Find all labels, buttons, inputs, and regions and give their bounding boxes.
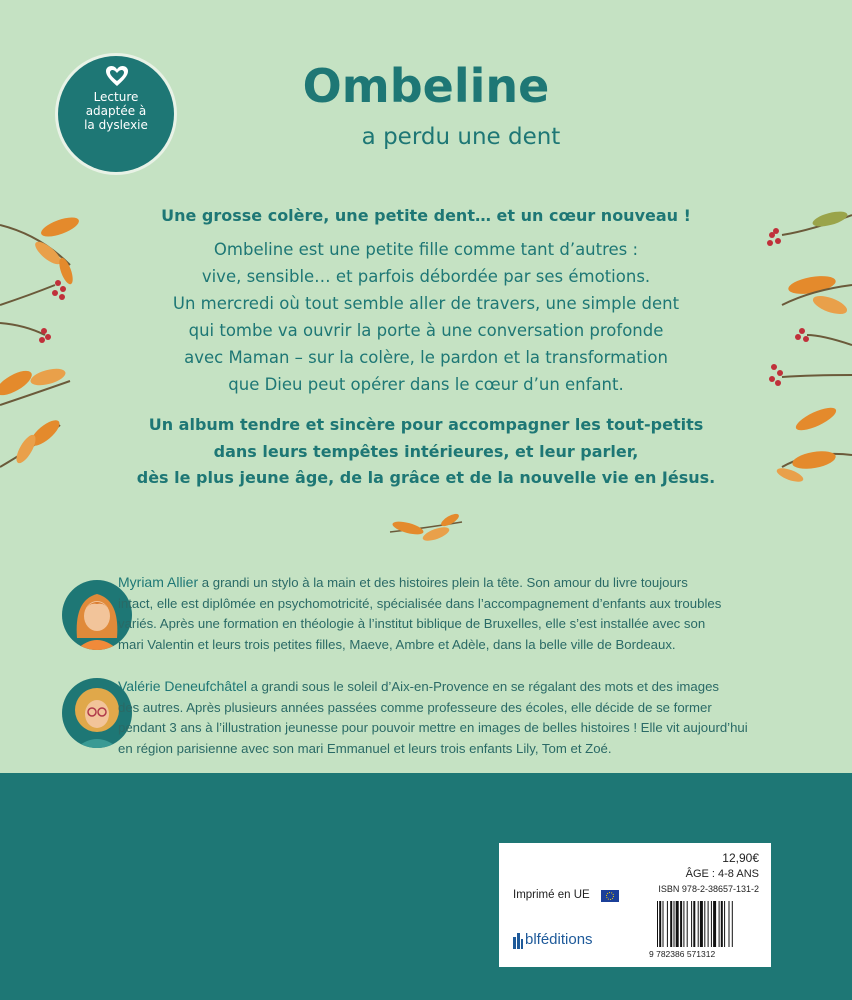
- book-title: Ombeline: [302, 59, 550, 113]
- publisher-logo-icon: [513, 931, 523, 949]
- barcode-bar: [667, 901, 668, 947]
- tagline: Une grosse colère, une petite dent… et un cœur nouveau !: [161, 206, 691, 225]
- price: 12,90€: [722, 851, 759, 865]
- barcode-bar: [693, 901, 695, 947]
- badge-line: Lecture: [93, 90, 139, 104]
- bio-line: variés. Après une formation en théologie à l’institut biblique de Bruxelles, elle s’est installée avec son: [118, 616, 706, 631]
- bio-line: intact, elle est diplômée en psychomotricité, spécialisée dans l’accompagnement d’enfants aux troubles: [118, 595, 722, 611]
- barcode-bar: [670, 901, 672, 947]
- barcode-digits: 9 782386 571312: [649, 949, 716, 959]
- barcode-bar: [657, 901, 658, 947]
- isbn: ISBN 978-2-38657-131-2: [658, 884, 759, 894]
- description-line: Ombeline est une petite fille comme tant d’autres :: [213, 240, 639, 259]
- barcode-bar: [719, 901, 720, 947]
- description-line: qui tombe va ouvrir la porte à une conversation profonde: [188, 321, 664, 340]
- barcode-bar: [708, 901, 709, 947]
- pitch-line: Un album tendre et sincère pour accompagner les tout-petits: [148, 415, 704, 434]
- book-subtitle: a perdu une dent: [361, 124, 561, 150]
- age-range: ÂGE : 4-8 ANS: [685, 868, 759, 880]
- badge-line: adaptée à: [85, 104, 147, 118]
- barcode-bar: [683, 901, 684, 947]
- barcode-bar: [704, 901, 705, 947]
- description-line: Un mercredi où tout semble aller de travers, une simple dent: [172, 294, 680, 313]
- eu-flag-icon: [601, 890, 619, 902]
- barcode-bar: [700, 901, 703, 947]
- barcode-bar: [698, 901, 699, 947]
- pitch: [0, 412, 852, 492]
- bio-line: en région parisienne avec son mari Emmanuel et leurs trois enfants Lily, Tom et Zoé.: [118, 740, 612, 756]
- bio-line: pendant 3 ans à l’illustration jeunesse pour pouvoir mettre en images de belles histoires ! Elle vit aujourd’hui: [118, 720, 748, 735]
- barcode-bar: [663, 901, 664, 947]
- leaf-branch-decoration: [752, 205, 852, 485]
- leaf-branch-decoration: [0, 205, 100, 475]
- author-bio: [118, 572, 758, 655]
- barcode-bar: [711, 901, 712, 947]
- barcode-bar: [659, 901, 661, 947]
- barcode-bar: [674, 901, 675, 947]
- publisher-name: blféditions: [525, 931, 593, 948]
- pitch-line: dès le plus jeune âge, de la grâce et de la nouvelle vie en Jésus.: [136, 468, 716, 487]
- printed-in: Imprimé en UE: [513, 889, 590, 901]
- author-bio: [118, 676, 758, 759]
- description-line: que Dieu peut opérer dans le cœur d’un enfant.: [228, 375, 624, 394]
- barcode-bar: [676, 901, 679, 947]
- bio-line: mari Valentin et leurs trois petites filles, Maeve, Ambre et Adèle, dans la belle ville de Bordeaux.: [118, 636, 676, 652]
- barcode-bar: [729, 901, 730, 947]
- pitch-line: dans leurs tempêtes intérieures, et leur parler,: [213, 441, 639, 461]
- barcode: [657, 901, 757, 947]
- leaf-divider-icon: [386, 510, 466, 548]
- barcode-bar: [687, 901, 688, 947]
- author-name: Valérie Deneufchâtel: [118, 678, 247, 694]
- barcode-box: [499, 843, 771, 967]
- description: [0, 236, 852, 398]
- description-line: vive, sensible… et parfois débordée par ses émotions.: [201, 267, 651, 286]
- bio-text: a grandi sous le soleil d’Aix-en-Provence en se régalant des mots et des images: [246, 679, 720, 694]
- barcode-bar: [691, 901, 692, 947]
- barcode-bar: [680, 901, 682, 947]
- barcode-bar: [713, 901, 716, 947]
- bio-line: [118, 676, 758, 698]
- bio-text: a grandi un stylo à la main et des histoires plein la tête. Son amour du livre toujours: [198, 575, 688, 590]
- author-name: Myriam Allier: [118, 574, 199, 590]
- bio-line: [118, 572, 758, 594]
- barcode-bar: [732, 901, 733, 947]
- barcode-bar: [724, 901, 725, 947]
- description-line: avec Maman – sur la colère, le pardon et la transformation: [184, 348, 668, 367]
- badge-line: la dyslexie: [84, 118, 148, 132]
- barcode-bar: [721, 901, 723, 947]
- bio-line: des autres. Après plusieurs années passées comme professeure des écoles, elle décide de se former: [118, 699, 712, 715]
